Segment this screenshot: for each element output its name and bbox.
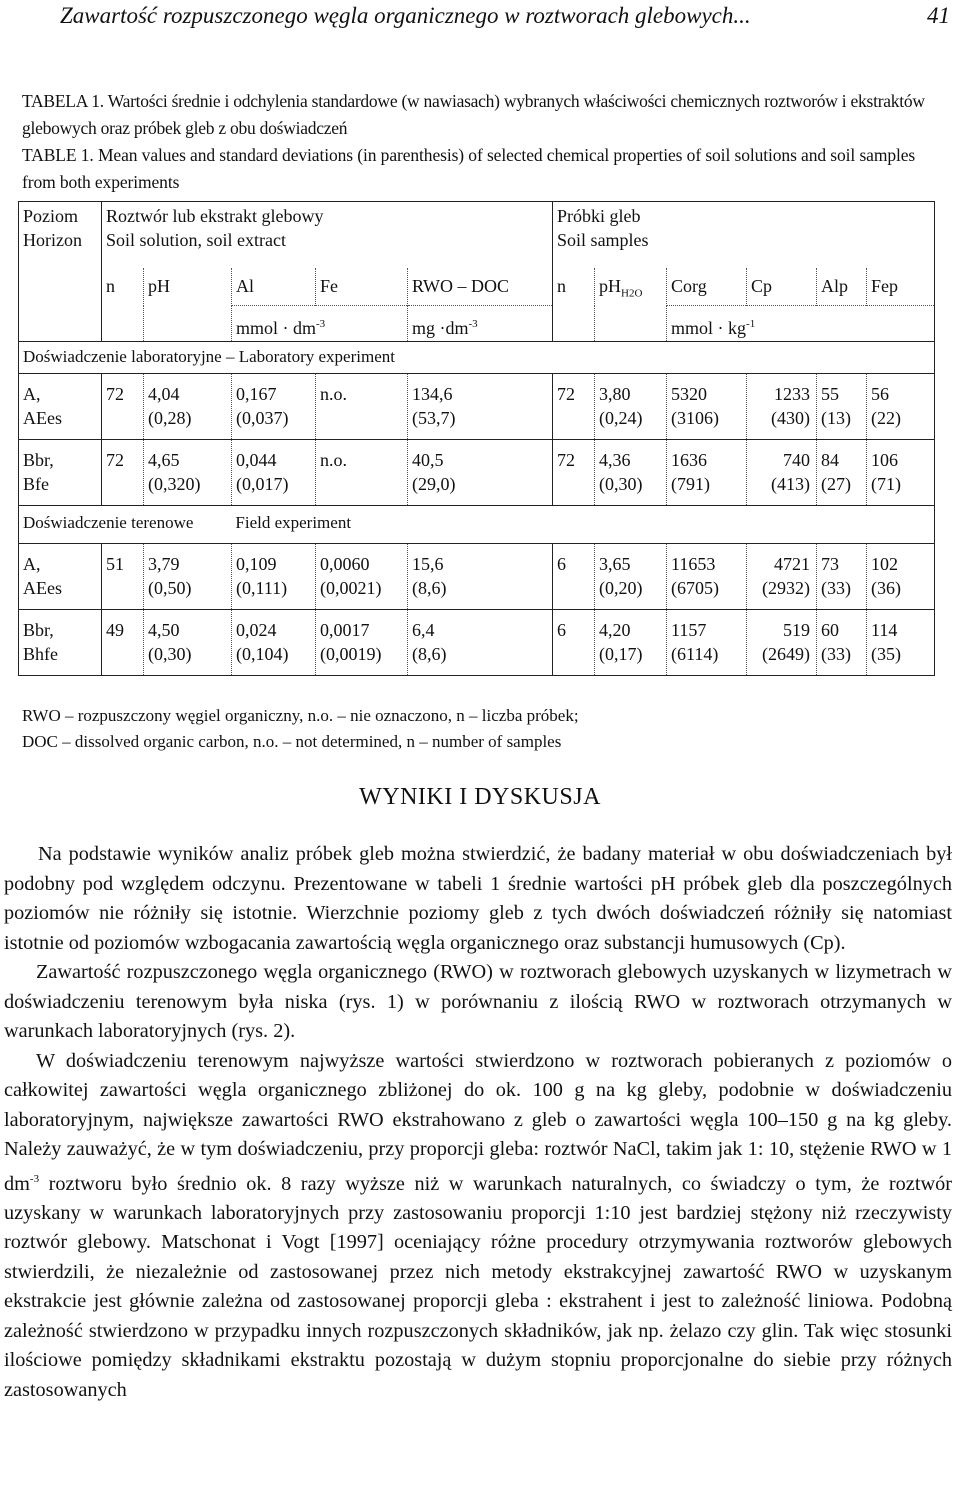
value: AEes <box>23 578 62 598</box>
al-cell <box>232 610 316 676</box>
value: Bbr, <box>23 450 54 470</box>
sd-value: (6705) <box>671 578 720 598</box>
col-fe: Fe <box>316 268 408 306</box>
sd-value: (2932) <box>762 578 811 598</box>
mean-value: 15,6 <box>412 554 444 574</box>
mean-value: 0,024 <box>236 620 277 640</box>
sd-value: (33) <box>821 578 852 598</box>
samples-group-header <box>553 202 935 268</box>
horizon-label: Horizon <box>23 230 82 250</box>
sd-value: (8,6) <box>412 644 447 664</box>
mean-value: 1157 <box>671 620 707 640</box>
header-row-units <box>19 306 935 342</box>
n2-cell <box>553 610 595 676</box>
sd-value: (430) <box>771 408 811 428</box>
mean-value: 5320 <box>671 384 708 404</box>
ph-cell <box>144 610 232 676</box>
fe-cell <box>316 374 408 440</box>
mean-value: 11653 <box>671 554 716 574</box>
col-cp: Cp <box>747 268 817 306</box>
unit-spacer-4 <box>595 306 667 342</box>
mean-value: 56 <box>871 384 890 404</box>
value: A, <box>23 554 41 574</box>
unit-spacer-1 <box>102 306 144 342</box>
mean-value: 60 <box>821 620 840 640</box>
table-row <box>19 544 935 610</box>
mean-value: 102 <box>871 554 899 574</box>
n-cell <box>102 544 144 610</box>
mean-value: 4,65 <box>148 450 180 470</box>
horizon-header <box>19 202 102 342</box>
ph2-cell <box>595 440 667 506</box>
rwo-cell <box>408 610 553 676</box>
sd-value: (29,0) <box>412 474 456 494</box>
paragraph-3b: roztworu było średnio ok. 8 razy wyższe niż w warunkach naturalnych, co świadczy o tym, że roztwór uzyskany w warunkach laboratoryjnych przy zastosowaniu proporcji 1:10 jest bardziej stężony niż rzeczywisty roztwór glebowy. Matschonat i Vogt [1997] oceniający różne procedury otrzymywania roztworów glebowych stwierdzili, że niezależnie od zastosowanej przez nich metody ekstrakcyjnej zawartość RWO w uzyskanym ekstrakcie jest głównie zależna od zastosowanej proporcji gleba : ekstrahent i jest to zależność liniowa. Podobną zależność stwierdzono w przypadku innych rozpuszczonych składników, jak np. żelazo czy glin. Tak więc stosunki ilościowe pomiędzy składnikami ekstraktu pozostają w dużym stopniu proporcjonalne do siebie przy różnych zastosowanych <box>4 1172 952 1401</box>
value: Bbr, <box>23 620 54 640</box>
mean-value: 134,6 <box>412 384 453 404</box>
results-table <box>18 201 935 676</box>
mean-value: 84 <box>821 450 840 470</box>
ph-cell <box>144 374 232 440</box>
legend-en: DOC – dissolved organic carbon, n.o. – not determined, n – number of samples <box>22 732 562 751</box>
mean-value: 1636 <box>671 450 708 470</box>
unit-mmol-sup: -3 <box>316 318 326 330</box>
poziom-label: Poziom <box>23 206 79 226</box>
ph2-cell <box>595 374 667 440</box>
lab-rows <box>19 374 935 506</box>
mean-value: 4721 <box>774 554 811 574</box>
page-number: 41 <box>927 3 950 28</box>
ph-h2o-label: pH <box>599 275 622 296</box>
mean-value: 1233 <box>774 384 811 404</box>
value: 6 <box>557 620 567 640</box>
n-cell <box>102 440 144 506</box>
sd-value: (53,7) <box>412 408 456 428</box>
field-label-pl: Doświadczenie terenowe <box>23 513 194 532</box>
mean-value: 740 <box>783 450 811 470</box>
mean-value: 519 <box>783 620 811 640</box>
fe-cell <box>316 610 408 676</box>
ph-cell <box>144 440 232 506</box>
sd-value: (35) <box>871 644 902 664</box>
mean-value: 0,109 <box>236 554 277 574</box>
unit-mmolkg-sup: -1 <box>746 318 756 330</box>
rwo-cell <box>408 440 553 506</box>
fep-cell <box>867 610 935 676</box>
sd-value: (0,30) <box>599 474 643 494</box>
sd-value: (0,50) <box>148 578 192 598</box>
section-lab-label: Doświadczenie laboratoryjne – Laboratory experiment <box>19 342 935 374</box>
rwo-cell <box>408 544 553 610</box>
legend-pl: RWO – rozpuszczony węgiel organiczny, n.o. – nie oznaczono, n – liczba próbek; <box>22 706 579 725</box>
corg-cell <box>667 374 747 440</box>
value: AEes <box>23 408 62 428</box>
col-corg: Corg <box>667 268 747 306</box>
mean-value: 0,0017 <box>320 620 370 640</box>
unit-mg-sup: -3 <box>468 318 478 330</box>
col-fep: Fep <box>867 268 935 306</box>
value: 6 <box>557 554 567 574</box>
col-ph-h2o <box>595 268 667 306</box>
caption-en-line: TABLE 1. Mean values and standard deviations (in parenthesis) of selected chemical properties of soil solutions and soil samples from both experiments <box>22 145 916 192</box>
mean-value: n.o. <box>320 450 347 470</box>
sd-value: (0,104) <box>236 644 289 664</box>
sd-value: (0,17) <box>599 644 643 664</box>
col-n: n <box>102 268 144 306</box>
mean-value: 3,65 <box>599 554 631 574</box>
rwo-cell <box>408 374 553 440</box>
n-cell <box>102 374 144 440</box>
sd-value: (413) <box>771 474 811 494</box>
ph2-cell <box>595 544 667 610</box>
header-row-groups <box>19 202 935 268</box>
alp-cell <box>817 544 867 610</box>
mean-value: 114 <box>871 620 898 640</box>
al-cell <box>232 544 316 610</box>
field-rows <box>19 544 935 676</box>
value: 72 <box>557 384 576 404</box>
value: 51 <box>106 554 124 574</box>
section-heading: WYNIKI I DYSKUSJA <box>359 784 601 810</box>
sd-value: (27) <box>821 474 852 494</box>
corg-cell <box>667 610 747 676</box>
section-field-label <box>19 506 935 544</box>
sd-value: (0,0021) <box>320 578 382 598</box>
col-n2: n <box>553 268 595 306</box>
n2-cell <box>553 374 595 440</box>
paragraph-1: Na podstawie wyników analiz próbek gleb można stwierdzić, że badany materiał w obu doświadczeniach był podobny pod względem odczynu. Prezentowane w tabeli 1 średnie wartości pH próbek gleb dla poszczególnych poziomów nie różniły się istotnie. Wierzchnie poziomy gleb z tych dwóch doświadczeń różniły się natomiast istotnie od poziomów wzbogacania zawartością węgla organicznego oraz substancji humusowych (Cp). <box>4 843 952 954</box>
fep-cell <box>867 374 935 440</box>
paragraph-3a: W doświadczeniu terenowym najwyższe wartości stwierdzono w roztworach pobieranych z poziomów o całkowitej zawartości węgla organicznego zbliżonej do ok. 100 g na kg gleby, podobnie w doświadczeniu laboratoryjnym, największe zawartości RWO ekstrahowano z gleb o zawartości węgla 100–150 g na kg gleby. Należy zauważyć, że w tym doświadczeniu, przy proporcji gleba: roztwór NaCl, takim jak 1: 10, stężenie RWO w 1 dm <box>4 1049 952 1195</box>
sd-value: (36) <box>871 578 902 598</box>
n2-cell <box>553 440 595 506</box>
sd-value: (0,017) <box>236 474 289 494</box>
mean-value: 40,5 <box>412 450 444 470</box>
ph-h2o-sub: H2O <box>621 287 643 300</box>
table-legend <box>22 703 942 755</box>
sd-value: (0,320) <box>148 474 201 494</box>
value: A, <box>23 384 41 404</box>
body-text <box>4 840 952 1405</box>
samples-label: Soil samples <box>557 230 649 250</box>
running-header <box>60 0 950 32</box>
table-row <box>19 610 935 676</box>
mean-value: n.o. <box>320 384 347 404</box>
sd-value: (0,037) <box>236 408 289 428</box>
sd-value: (0,24) <box>599 408 643 428</box>
table-row <box>19 374 935 440</box>
horizon-cell <box>19 610 102 676</box>
mean-value: 106 <box>871 450 899 470</box>
mean-value: 4,04 <box>148 384 180 404</box>
col-ph: pH <box>144 268 232 306</box>
running-title: Zawartość rozpuszczonego węgla organicznego w roztworach glebowych... <box>60 3 751 28</box>
solution-group-header <box>102 202 553 268</box>
paragraph-3-sup: -3 <box>29 1172 40 1185</box>
section-lab-row <box>19 342 935 374</box>
n-cell <box>102 610 144 676</box>
sd-value: (22) <box>871 408 902 428</box>
al-cell <box>232 374 316 440</box>
sd-value: (0,20) <box>599 578 643 598</box>
unit-mg-dm <box>408 306 553 342</box>
sd-value: (3106) <box>671 408 720 428</box>
mean-value: 0,0060 <box>320 554 370 574</box>
sd-value: (8,6) <box>412 578 447 598</box>
unit-mmol-dm <box>232 306 408 342</box>
mean-value: 73 <box>821 554 840 574</box>
ph2-cell <box>595 610 667 676</box>
mean-value: 0,044 <box>236 450 277 470</box>
unit-mmolkg-text: mmol · kg <box>671 318 747 338</box>
cp-cell <box>747 374 817 440</box>
mean-value: 4,20 <box>599 620 631 640</box>
mean-value: 6,4 <box>412 620 435 640</box>
mean-value: 4,50 <box>148 620 180 640</box>
probki-label: Próbki gleb <box>557 206 641 226</box>
fep-cell <box>867 440 935 506</box>
mean-value: 3,80 <box>599 384 631 404</box>
paragraph-3 <box>4 1047 952 1406</box>
horizon-cell <box>19 374 102 440</box>
col-rwo: RWO – DOC <box>408 268 553 306</box>
n2-cell <box>553 544 595 610</box>
mean-value: 0,167 <box>236 384 277 404</box>
value: 72 <box>106 384 124 404</box>
table-caption <box>22 88 940 196</box>
cp-cell <box>747 544 817 610</box>
col-alp: Alp <box>817 268 867 306</box>
value: 49 <box>106 620 124 640</box>
value: Bfe <box>23 474 49 494</box>
sd-value: (71) <box>871 474 902 494</box>
sd-value: (0,28) <box>148 408 192 428</box>
corg-cell <box>667 544 747 610</box>
unit-mmol-kg <box>667 306 935 342</box>
mean-value: 4,36 <box>599 450 631 470</box>
section-field-row <box>19 506 935 544</box>
roztwor-label: Roztwór lub ekstrakt glebowy <box>106 206 324 226</box>
sd-value: (33) <box>821 644 852 664</box>
unit-mg-text: mg ·dm <box>412 318 469 338</box>
cp-cell <box>747 610 817 676</box>
alp-cell <box>817 440 867 506</box>
fep-cell <box>867 544 935 610</box>
mean-value: 3,79 <box>148 554 180 574</box>
paragraph-2: Zawartość rozpuszczonego węgla organicznego (RWO) w roztworach glebowych uzyskanych w lizymetrach w doświadczeniu terenowym była niska (rys. 1) w porównaniu z ilością RWO w roztworach otrzymanych w warunkach laboratoryjnych (rys. 2). <box>4 961 952 1042</box>
col-al: Al <box>232 268 316 306</box>
fe-cell <box>316 544 408 610</box>
sd-value: (6114) <box>671 644 719 664</box>
unit-mmol-text: mmol · dm <box>236 318 316 338</box>
fe-cell <box>316 440 408 506</box>
mean-value: 55 <box>821 384 840 404</box>
cp-cell <box>747 440 817 506</box>
value: 72 <box>106 450 124 470</box>
table-row <box>19 440 935 506</box>
horizon-cell <box>19 544 102 610</box>
al-cell <box>232 440 316 506</box>
unit-spacer-2 <box>144 306 232 342</box>
sd-value: (0,0019) <box>320 644 382 664</box>
sd-value: (2649) <box>762 644 811 664</box>
sd-value: (0,30) <box>148 644 192 664</box>
header-row-columns <box>19 268 935 306</box>
solution-label: Soil solution, soil extract <box>106 230 286 250</box>
caption-pl-line: TABELA 1. Wartości średnie i odchylenia standardowe (w nawiasach) wybranych właściwości chemicznych roztworów i ekstraktów glebowych oraz próbek gleb z obu doświadczeń <box>22 91 925 138</box>
horizon-cell <box>19 440 102 506</box>
sd-value: (13) <box>821 408 852 428</box>
sd-value: (0,111) <box>236 578 288 598</box>
corg-cell <box>667 440 747 506</box>
ph-cell <box>144 544 232 610</box>
sd-value: (791) <box>671 474 711 494</box>
alp-cell <box>817 610 867 676</box>
value: 72 <box>557 450 576 470</box>
value: Bhfe <box>23 644 58 664</box>
unit-spacer-3 <box>553 306 595 342</box>
alp-cell <box>817 374 867 440</box>
field-label-en: Field experiment <box>235 513 352 532</box>
